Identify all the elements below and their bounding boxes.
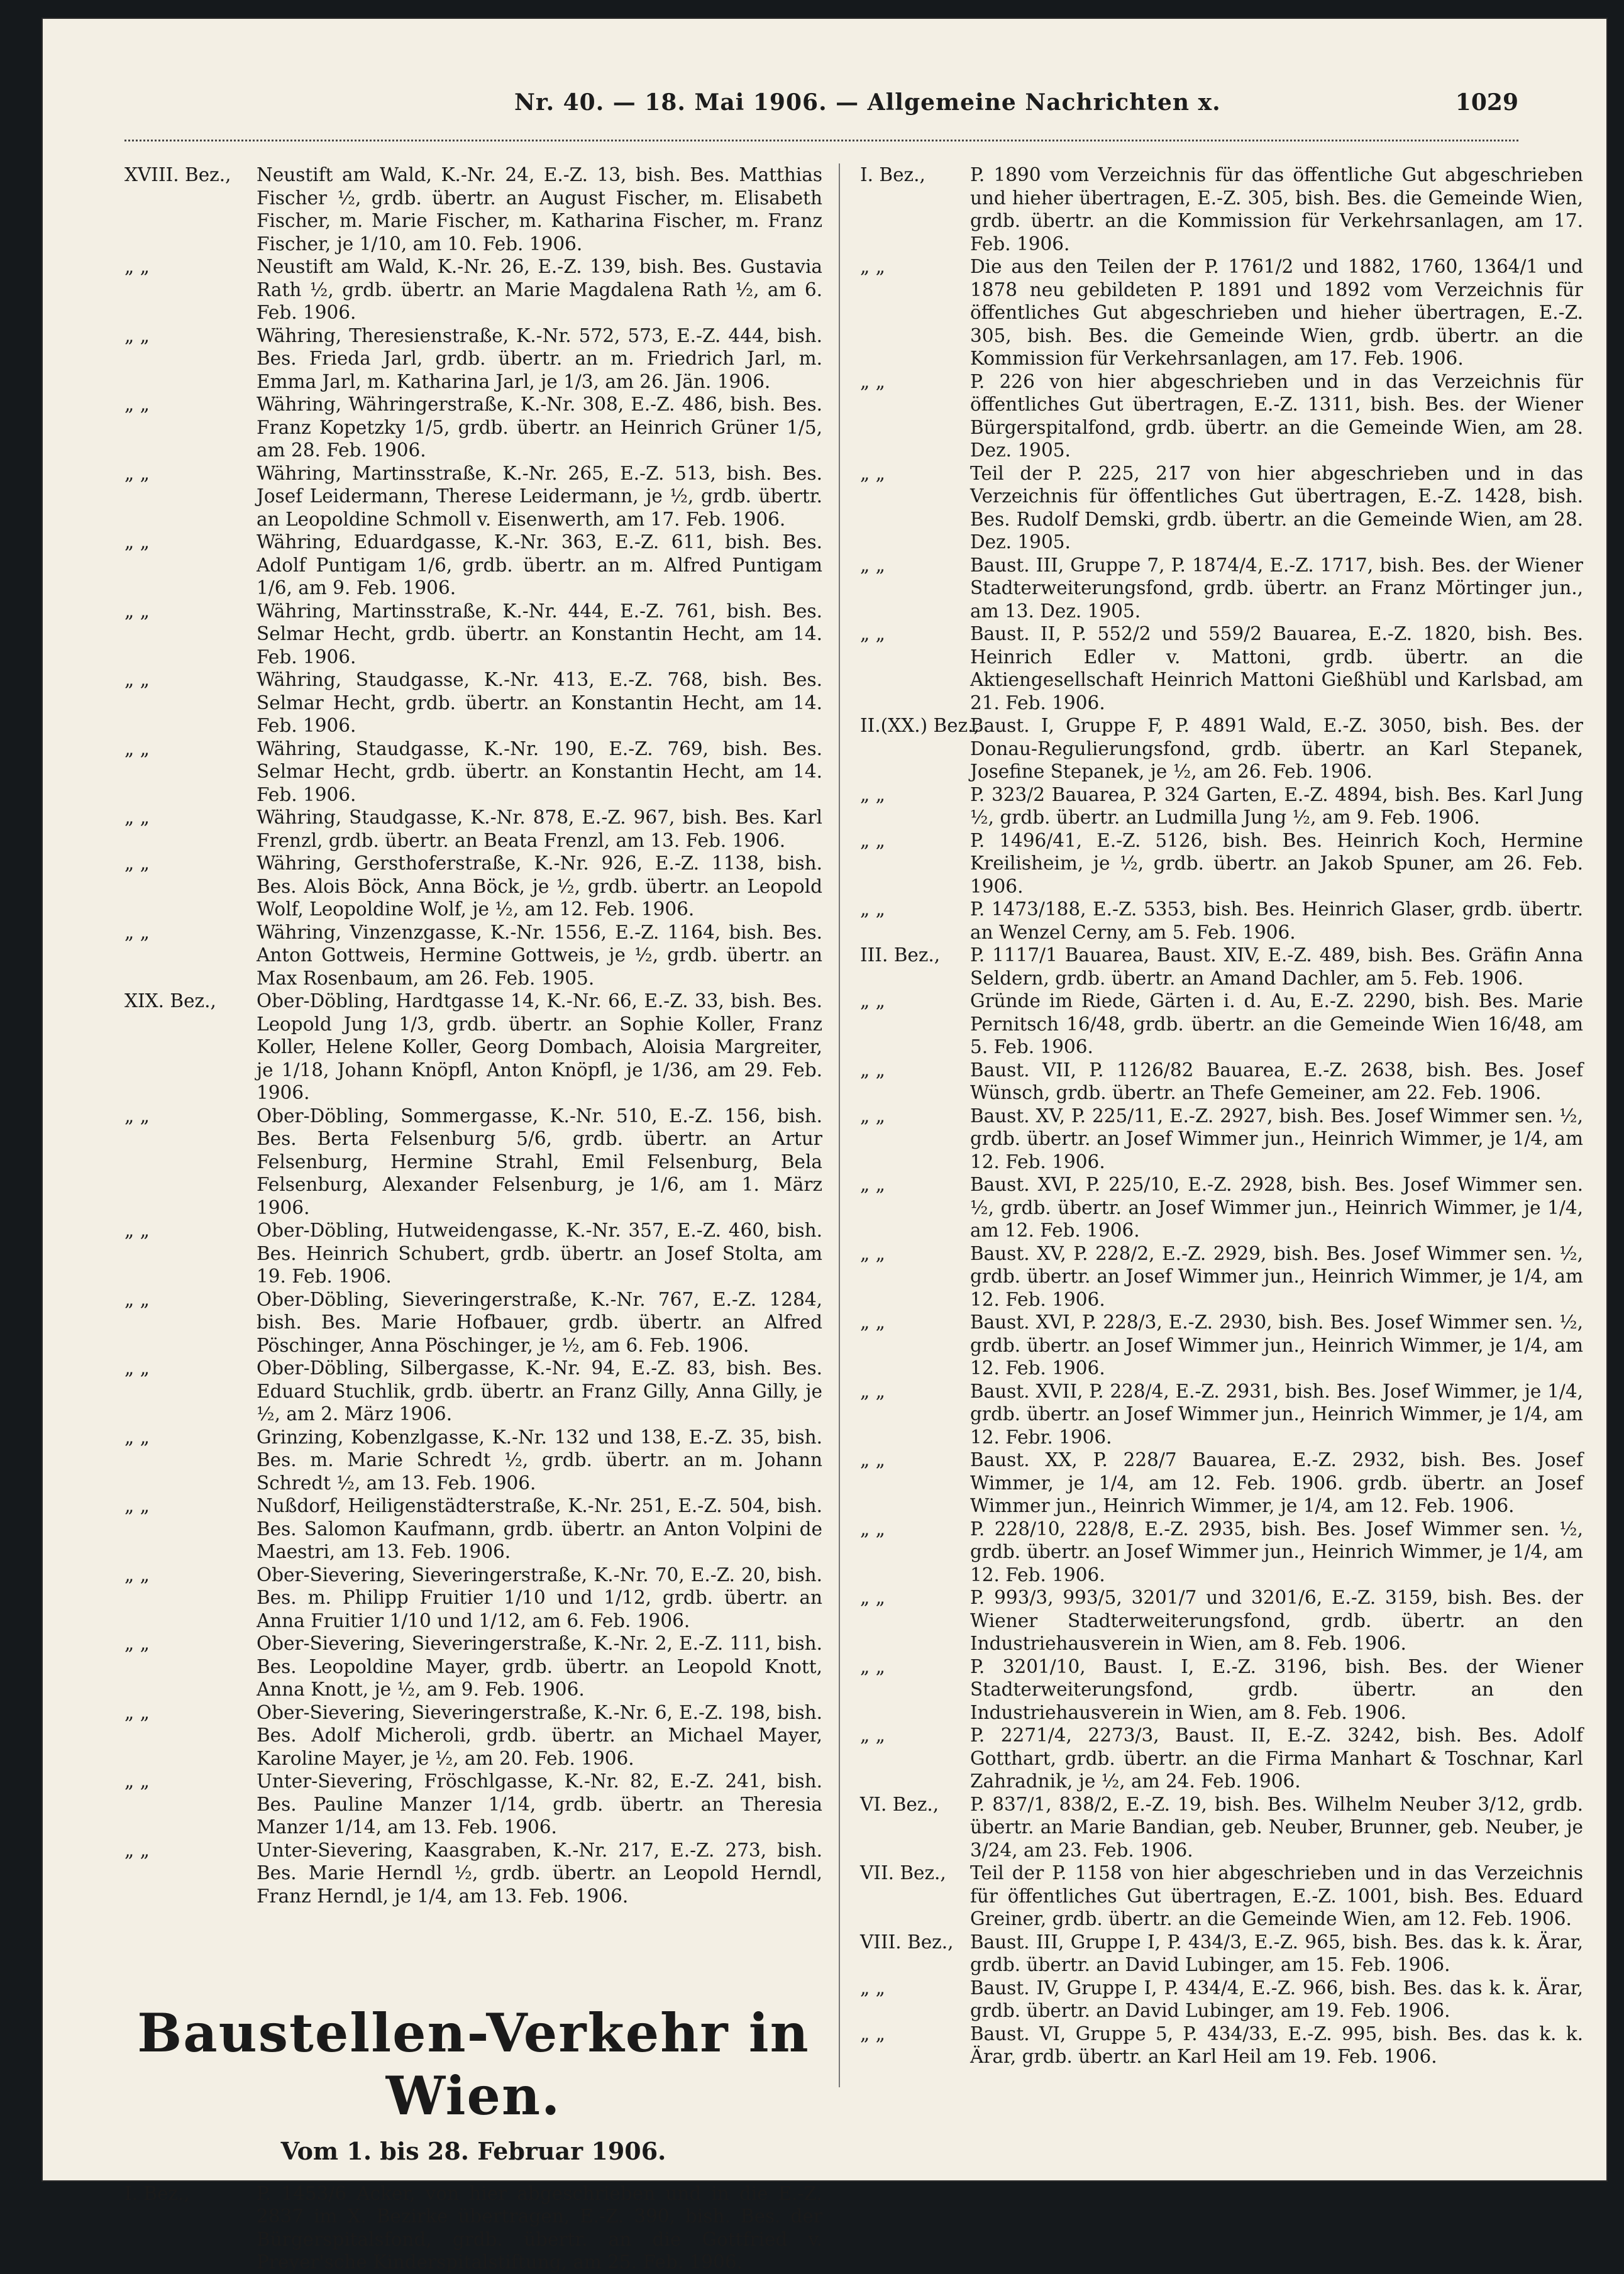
entry-district: „ „: [124, 1357, 150, 1379]
entry-text: Unter-Sievering, Fröschlgasse, K.-Nr. 82, E.-Z. 241, bish. Bes. Pauline Manzer 1/14, grdb. übertr. an Theresia Manzer 1/14, am 13. Feb. 1906.: [257, 1770, 822, 1838]
entry-district: „ „: [124, 1633, 150, 1654]
entry-text: Baust. XV, P. 228/2, E.-Z. 2929, bish. Bes. Josef Wimmer sen. ½, grdb. übertr. an Josef Wimmer jun., Heinrich Wimmer, je 1/4, am 12. Feb. 1906.: [970, 1242, 1583, 1310]
list-item: [860, 1449, 1583, 1518]
list-item: [124, 806, 822, 852]
list-item: [124, 990, 822, 1105]
entry-district: „ „: [860, 1725, 885, 1746]
entry-text: Baust. XVI, P. 228/3, E.-Z. 2930, bish. Bes. Josef Wimmer sen. ½, grdb. übertr. an Josef Wimmer jun., Heinrich Wimmer, je 1/4, am 12. Feb. 1906.: [970, 1311, 1583, 1379]
entry-text: P. 323/2 Bauarea, P. 324 Garten, E.-Z. 4894, bish. Bes. Karl Jung ½, grdb. übertr. an Ludmilla Jung ½, am 9. Feb. 1906.: [970, 783, 1583, 828]
entry-district: „ „: [860, 462, 885, 484]
entry-district: „ „: [860, 1059, 885, 1081]
entry-text: P. 1473/188, E.-Z. 5353, bish. Bes. Heinrich Glaser, grdb. übertr. an Wenzel Cerny, am 5. Feb. 1906.: [970, 898, 1583, 943]
entry-text: Baust. VI, Gruppe 5, P. 434/33, E.-Z. 995, bish. Bes. das k. k. Ärar, grdb. übertr. an Karl Heil am 19. Feb. 1906.: [970, 2023, 1583, 2067]
left-entries-bottom: [124, 2182, 822, 2274]
list-item: [860, 1977, 1583, 2023]
entry-text: Ober-Döbling, Sommergasse, K.-Nr. 510, E.-Z. 156, bish. Bes. Berta Felsenburg 5/6, grdb. übertr. an Artur Felsenburg, Hermine Strahl, Emil Felsenburg, Bela Felsenburg, Alexander Felsenburg, je 1/6, am 1. März 1906.: [257, 1105, 822, 1218]
entry-district: „ „: [860, 2023, 885, 2045]
entry-text: P. 3201/10, Baust. I, E.-Z. 3196, bish. Bes. der Wiener Stadterweiterungsfond, grdb. übertr. an den Industriehausverein in Wien, am 8. Feb. 1906.: [970, 1655, 1583, 1723]
entry-text: P. 993/3, 993/5, 3201/7 und 3201/6, E.-Z. 3159, bish. Bes. der Wiener Stadterweiterungsfond, grdb. übertr. an den Industriehausverein in Wien, am 8. Feb. 1906.: [970, 1587, 1583, 1654]
entry-district: „ „: [860, 1518, 885, 1540]
list-item: [860, 255, 1583, 370]
entry-text: Teil der P. 225, 217 von hier abgeschrieben und in das Verzeichnis für öffentliches Gut übertragen, E.-Z. 1428, bish. Bes. Rudolf Demski, grdb. übertr. an die Gemeinde Wien, am 28. Dez. 1905.: [970, 462, 1583, 553]
list-item: [124, 1219, 822, 1288]
entry-district: VI. Bez.,: [860, 1793, 939, 1815]
entry-district: „ „: [860, 783, 885, 805]
left-column: [124, 163, 822, 2274]
list-item: [860, 622, 1583, 714]
right-column: [860, 163, 1583, 2068]
entry-district: „ „: [124, 1701, 150, 1723]
entry-district: „ „: [860, 1311, 885, 1333]
entry-district: „ „: [860, 1977, 885, 1999]
list-item: [124, 1564, 822, 1633]
entry-district: „ „: [124, 1495, 150, 1516]
list-item: [860, 1655, 1583, 1725]
list-item: [860, 1862, 1583, 1931]
entry-district: „ „: [860, 554, 885, 576]
entry-text: Neustift am Wald, K.-Nr. 24, E.-Z. 13, bish. Bes. Matthias Fischer ½, grdb. übertr. an August Fischer, m. Elisabeth Fischer, m. Marie Fischer, m. Katharina Fischer, m. Franz Fischer, je 1/10, am 10. Feb. 1906.: [257, 164, 822, 255]
entry-text: Baust. XV, P. 225/11, E.-Z. 2927, bish. Bes. Josef Wimmer sen. ½, grdb. übertr. an Josef Wimmer jun., Heinrich Wimmer, je 1/4, am 12. Feb. 1906.: [970, 1105, 1583, 1173]
entry-district: „ „: [860, 1380, 885, 1402]
entry-district: „ „: [860, 898, 885, 920]
list-item: [860, 1793, 1583, 1862]
entry-text: Währing, Währingerstraße, K.-Nr. 308, E.-Z. 486, bish. Bes. Franz Kopetzky 1/5, grdb. übertr. an Heinrich Grüner 1/5, am 28. Feb. 1906.: [257, 394, 822, 461]
entry-text: Baust. XX, P. 228/7 Bauarea, E.-Z. 2932, bish. Bes. Josef Wimmer, je 1/4, am 12. Feb. 1906. grdb. übertr. an Josef Wimmer jun., Heinrich Wimmer, je 1/4, am 12. Feb. 1906.: [970, 1449, 1583, 1516]
list-item: [124, 1105, 822, 1220]
entry-district: VIII. Bez.,: [860, 1931, 954, 1953]
entry-district: „ „: [124, 324, 150, 346]
list-item: [124, 324, 822, 394]
entry-district: „ „: [124, 1564, 150, 1586]
entry-district: I. Bez.,: [860, 164, 925, 185]
list-item: [860, 1105, 1583, 1174]
list-item: [124, 737, 822, 807]
list-item: [124, 668, 822, 737]
entry-text: Grinzing, Kobenzlgasse, K.-Nr. 132 und 138, E.-Z. 35, bish. Bes. m. Marie Schredt ½, grdb. übertr. an m. Johann Schredt ½, am 13. Feb. 1906.: [257, 1426, 822, 1494]
entry-district: XVIII. Bez.,: [124, 164, 231, 185]
list-item: [860, 1059, 1583, 1105]
list-item: [124, 600, 822, 669]
list-item: [124, 1770, 822, 1839]
section-title: Baustellen-Verkehr in Wien.: [137, 2002, 810, 2127]
entry-district: „ „: [124, 531, 150, 553]
list-item: [860, 829, 1583, 898]
entry-text: Nußdorf, Heiligenstädterstraße, K.-Nr. 251, E.-Z. 504, bish. Bes. Salomon Kaufmann, grdb. übertr. an Anton Volpini de Maestri, am 13. Feb. 1906.: [257, 1495, 822, 1562]
list-item: [124, 1701, 822, 1770]
right-entries: [860, 163, 1583, 2068]
entry-text: Währing, Vinzenzgasse, K.-Nr. 1556, E.-Z. 1164, bish. Bes. Anton Gottweis, Hermine Gottweis, je ½, grdb. übertr. an Max Rosenbaum, am 26. Feb. 1905.: [257, 921, 822, 989]
entry-text: P. 226 von hier abgeschrieben und in das Verzeichnis für öffentliches Gut übertragen, E.-Z. 1311, bish. Bes. der Wiener Bürgerspitalfond, grdb. übertr. an die Gemeinde Wien, am 28. Dez. 1905.: [970, 370, 1583, 461]
entry-district: „ „: [860, 1655, 885, 1677]
header-rule: [124, 140, 1518, 141]
entry-text: Baust. VII, P. 1126/82 Bauarea, E.-Z. 2638, bish. Bes. Josef Wünsch, grdb. übertr. an Thefe Gemeiner, am 22. Feb. 1906.: [970, 1059, 1583, 1103]
list-item: [860, 2023, 1583, 2068]
newspaper-page: [43, 19, 1606, 2273]
list-item: [124, 1839, 822, 1908]
entry-district: „ „: [124, 1220, 150, 1241]
list-item: [860, 1242, 1583, 1311]
list-item: [860, 462, 1583, 554]
list-item: [124, 2182, 822, 2274]
list-item: [124, 852, 822, 921]
entry-text: Währing, Martinsstraße, K.-Nr. 265, E.-Z. 513, bish. Bes. Josef Leidermann, Therese Leidermann, je ½, grdb. übertr. an Leopoldine Schmoll v. Eisenwerth, am 17. Feb. 1906.: [257, 462, 822, 530]
left-entries: [124, 163, 822, 1907]
entry-text: Ober-Döbling, Silbergasse, K.-Nr. 94, E.-Z. 83, bish. Bes. Eduard Stuchlik, grdb. übertr. an Franz Gilly, Anna Gilly, je ½, am 2. März 1906.: [257, 1357, 822, 1425]
list-item: [860, 783, 1583, 829]
entry-text: Teil der P. 1158 von hier abgeschrieben und in das Verzeichnis für öffentliches Gut übertragen, E.-Z. 1001, bish. Bes. Eduard Greiner, grdb. übertr. an die Gemeinde Wien, am 12. Feb. 1906.: [970, 1862, 1583, 1929]
entry-text: Ober-Sievering, Sieveringerstraße, K.-Nr. 2, E.-Z. 111, bish. Bes. Leopoldine Mayer, grdb. übertr. an Leopold Knott, Anna Knott, je ½, am 9. Feb. 1906.: [257, 1633, 822, 1700]
entry-district: „ „: [860, 829, 885, 851]
list-item: [124, 1288, 822, 1357]
entry-district: „ „: [124, 256, 150, 277]
entry-district: VII. Bez.,: [860, 1862, 946, 1884]
entry-district: „ „: [124, 1426, 150, 1448]
list-item: [124, 1632, 822, 1701]
entry-district: „ „: [124, 1105, 150, 1127]
list-item: [860, 990, 1583, 1059]
entry-text: P. 1496/41, E.-Z. 5126, bish. Bes. Heinrich Koch, Hermine Kreilisheim, je ½, grdb. übertr. an Jakob Spuner, am 26. Feb. 1906.: [970, 829, 1583, 897]
entry-text: P. 1890 vom Verzeichnis für das öffentliche Gut abgeschrieben und hieher übertragen, E.-Z. 305, bish. Bes. die Gemeinde Wien, grdb. übertr. an die Kommission für Verkehrsanlagen, am 17. Feb. 1906.: [970, 164, 1583, 255]
entry-text: Baust. XVII, P. 228/4, E.-Z. 2931, bish. Bes. Josef Wimmer, je 1/4, grdb. übertr. an Josef Wimmer jun., Heinrich Wimmer, je 1/4, am 12. Febr. 1906.: [970, 1380, 1583, 1448]
entry-district: „ „: [124, 921, 150, 943]
entry-text: Ober-Sievering, Sieveringerstraße, K.-Nr. 6, E.-Z. 198, bish. Bes. Adolf Micheroli, grdb. übertr. an Michael Mayer, Karoline Mayer, je ½, am 20. Feb. 1906.: [257, 1701, 822, 1769]
list-item: [860, 370, 1583, 462]
entry-text: Baust. XVI, P. 225/10, E.-Z. 2928, bish. Bes. Josef Wimmer sen. ½, grdb. übertr. an Josef Wimmer jun., Heinrich Wimmer, je 1/4, am 12. Feb. 1906.: [970, 1174, 1583, 1241]
entry-text: Währing, Theresienstraße, K.-Nr. 572, 573, E.-Z. 444, bish. Bes. Frieda Jarl, grdb. übertr. an m. Friedrich Jarl, m. Emma Jarl, m. Katharina Jarl, je 1/3, am 26. Jän. 1906.: [257, 324, 822, 392]
list-item: [124, 531, 822, 600]
list-item: [124, 393, 822, 462]
list-item: [124, 163, 822, 255]
entry-district: „ „: [124, 737, 150, 759]
list-item: [124, 1357, 822, 1426]
entry-text: P. 1117/1 Bauarea, Baust. XIV, E.-Z. 489, bish. Bes. Gräfin Anna Seldern, grdb. übertr. an Amand Dachler, am 5. Feb. 1906.: [970, 944, 1583, 989]
entry-text: P. 837/1, 838/2, E.-Z. 19, bish. Bes. Wilhelm Neuber 3/12, grdb. übertr. an Marie Bandian, geb. Neuber, Brunner, geb. Neuber, je 3/24, am 23. Feb. 1906.: [970, 1793, 1583, 1861]
entry-text: Währing, Gersthoferstraße, K.-Nr. 926, E.-Z. 1138, bish. Bes. Alois Böck, Anna Böck, je ½, grdb. übertr. an Leopold Wolf, Leopoldine Wolf, je ½, am 12. Feb. 1906.: [257, 853, 822, 920]
entry-district: I. Bez.,: [124, 2182, 190, 2204]
entry-district: „ „: [860, 1105, 885, 1127]
entry-text: Baust. III, Gruppe I, P. 434/3, E.-Z. 965, bish. Bes. das k. k. Ärar, grdb. übertr. an David Lubinger, am 15. Feb. 1906.: [970, 1931, 1583, 1975]
header-title: Nr. 40. — 18. Mai 1906. — Allgemeine Nachrichten x.: [514, 89, 1221, 116]
entry-text: P. 2271/4, 2273/3, Baust. II, E.-Z. 3242, bish. Bes. Adolf Gotthart, grdb. übertr. an die Firma Manhart & Toschnar, Karl Zahradnik, je ½, am 24. Feb. 1906.: [970, 1725, 1583, 1792]
entry-text: Währing, Staudgasse, K.-Nr. 878, E.-Z. 967, bish. Bes. Karl Frenzl, grdb. übertr. an Beata Frenzl, am 13. Feb. 1906.: [257, 807, 822, 851]
entry-text: Ober-Döbling, Hutweidengasse, K.-Nr. 357, E.-Z. 460, bish. Bes. Heinrich Schubert, grdb. übertr. an Josef Stolta, am 19. Feb. 1906.: [257, 1220, 822, 1287]
entry-text: Ober-Sievering, Sieveringerstraße, K.-Nr. 70, E.-Z. 20, bish. Bes. m. Philipp Fruitier 1/10 und 1/12, grdb. übertr. an Anna Fruitier 1/10 und 1/12, am 6. Feb. 1906.: [257, 1564, 822, 1631]
list-item: [860, 944, 1583, 990]
entry-district: „ „: [860, 623, 885, 644]
entry-text: Ober-Döbling, Hardtgasse 14, K.-Nr. 66, E.-Z. 33, bish. Bes. Leopold Jung 1/3, grdb. übertr. an Sophie Koller, Franz Koller, Helene Koller, Georg Dombach, Aloisia Margreiter, je 1/18, Johann Knöpfl, Anton Knöpfl, je 1/36, am 29. Feb. 1906.: [257, 990, 822, 1103]
list-item: [860, 1380, 1583, 1449]
entry-text: Baust. III, Gruppe 7, P. 1874/4, E.-Z. 1717, bish. Bes. der Wiener Stadterweiterungsfond, grdb. übertr. an Franz Mörtinger jun., am 13. Dez. 1905.: [970, 554, 1583, 622]
entry-text: Baust. I, Gruppe F, P. 4891 Wald, E.-Z. 3050, bish. Bes. der Donau-Regulierungsfond, grdb. übertr. an Karl Stepanek, Josefine Stepanek, je ½, am 26. Feb. 1906.: [970, 715, 1583, 782]
entry-text: Die aus den Teilen der P. 1761/2 und 1882, 1760, 1364/1 und 1878 neu gebildeten P. 1891 und 1892 vom Verzeichnis für öffentliches Gut abgeschrieben und hieher übertragen, E.-Z. 305, bish. Bes. die Gemeinde Wien, grdb. übertr. an die Kommission für Verkehrsanlagen, am 17. Feb. 1906.: [970, 256, 1583, 369]
entry-district: II.(XX.) Bez.,: [860, 715, 980, 736]
list-item: [860, 1311, 1583, 1380]
entry-district: „ „: [124, 853, 150, 874]
list-item: [860, 554, 1583, 623]
entry-district: „ „: [860, 990, 885, 1012]
list-item: [124, 1426, 822, 1495]
entry-text: Währing, Staudgasse, K.-Nr. 190, E.-Z. 769, bish. Bes. Selmar Hecht, grdb. übertr. an Konstantin Hecht, am 14. Feb. 1906.: [257, 737, 822, 805]
entry-text: Baust. II, P. 552/2 und 559/2 Bauarea, E.-Z. 1820, bish. Bes. Heinrich Edler v. Mattoni, grdb. übertr. an die Aktiengesellschaft Heinrich Mattoni Gießhübl und Karlsbad, am 21. Feb. 1906.: [970, 623, 1583, 714]
entry-district: „ „: [124, 1770, 150, 1792]
entry-district: „ „: [124, 1288, 150, 1310]
list-item: [124, 462, 822, 531]
entry-text: Währing, Staudgasse, K.-Nr. 413, E.-Z. 768, bish. Bes. Selmar Hecht, grdb. übertr. an Konstantin Hecht, am 14. Feb. 1906.: [257, 669, 822, 736]
entry-district: III. Bez.,: [860, 944, 941, 966]
entry-text: Ober-Döbling, Sieveringerstraße, K.-Nr. 767, E.-Z. 1284, bish. Bes. Marie Hofbauer, grdb. übertr. an Alfred Pöschinger, Anna Pöschinger, je ½, am 6. Feb. 1906.: [257, 1288, 822, 1356]
entry-district: „ „: [124, 807, 150, 828]
list-item: [124, 255, 822, 324]
list-item: [860, 1931, 1583, 1977]
entry-text: Unter-Sievering, Kaasgraben, K.-Nr. 217, E.-Z. 273, bish. Bes. Marie Herndl ½, grdb. übertr. an Leopold Herndl, Franz Herndl, je 1/4, am 13. Feb. 1906.: [257, 1839, 822, 1907]
entry-district: „ „: [860, 370, 885, 392]
entry-text: Baust. IV, Gruppe I, P. 434/4, E.-Z. 966, bish. Bes. das k. k. Ärar, grdb. übertr. an David Lubinger, am 19. Feb. 1906.: [970, 1977, 1583, 2021]
list-item: [860, 1586, 1583, 1655]
entry-district: „ „: [860, 1174, 885, 1195]
list-item: [860, 1518, 1583, 1587]
list-item: [124, 1494, 822, 1564]
entry-district: „ „: [860, 256, 885, 277]
list-item: [860, 163, 1583, 255]
entry-district: „ „: [124, 669, 150, 690]
entry-text: P. 1453/6 Acker, von hier abgeschrieben und in die E.-Z. 2837 im X. Bezirke übertragen, E.-Z. 390, bish. Bes. der Bürgerspitalsfond, grdb. übertr. an die Gottfried v. Preyer'sche Kinderspitalstiftung, am 25. Feb. 1906.: [257, 2182, 822, 2273]
entry-district: XIX. Bez.,: [124, 990, 216, 1012]
entry-text: Währing, Eduardgasse, K.-Nr. 363, E.-Z. 611, bish. Bes. Adolf Puntigam 1/6, grdb. übertr. an m. Alfred Puntigam 1/6, am 9. Feb. 1906.: [257, 531, 822, 599]
page-header: [124, 74, 1518, 118]
entry-district: „ „: [124, 600, 150, 622]
entry-text: Währing, Martinsstraße, K.-Nr. 444, E.-Z. 761, bish. Bes. Selmar Hecht, grdb. übertr. an Konstantin Hecht, am 14. Feb. 1906.: [257, 600, 822, 668]
list-item: [860, 898, 1583, 944]
page-number: 1029: [1455, 89, 1518, 116]
list-item: [860, 714, 1583, 783]
list-item: [860, 1724, 1583, 1793]
entry-district: „ „: [860, 1242, 885, 1264]
entry-district: „ „: [124, 394, 150, 415]
entry-text: Gründe im Riede, Gärten i. d. Au, E.-Z. 2290, bish. Bes. Marie Pernitsch 16/48, grdb. übertr. an die Gemeinde Wien 16/48, am 5. Feb. 1906.: [970, 990, 1583, 1057]
entry-text: P. 228/10, 228/8, E.-Z. 2935, bish. Bes. Josef Wimmer sen. ½, grdb. übertr. an Josef Wimmer jun., Heinrich Wimmer, je 1/4, am 12. Feb. 1906.: [970, 1518, 1583, 1586]
entry-district: „ „: [124, 462, 150, 484]
entry-district: „ „: [124, 1839, 150, 1861]
section-subtitle: Vom 1. bis 28. Februar 1906.: [280, 2137, 666, 2165]
entry-district: „ „: [860, 1587, 885, 1608]
entry-text: Neustift am Wald, K.-Nr. 26, E.-Z. 139, bish. Bes. Gustavia Rath ½, grdb. übertr. an Marie Magdalena Rath ½, am 6. Feb. 1906.: [257, 256, 822, 323]
list-item: [860, 1173, 1583, 1242]
column-divider: [839, 163, 840, 2087]
list-item: [124, 921, 822, 990]
entry-district: „ „: [860, 1449, 885, 1471]
